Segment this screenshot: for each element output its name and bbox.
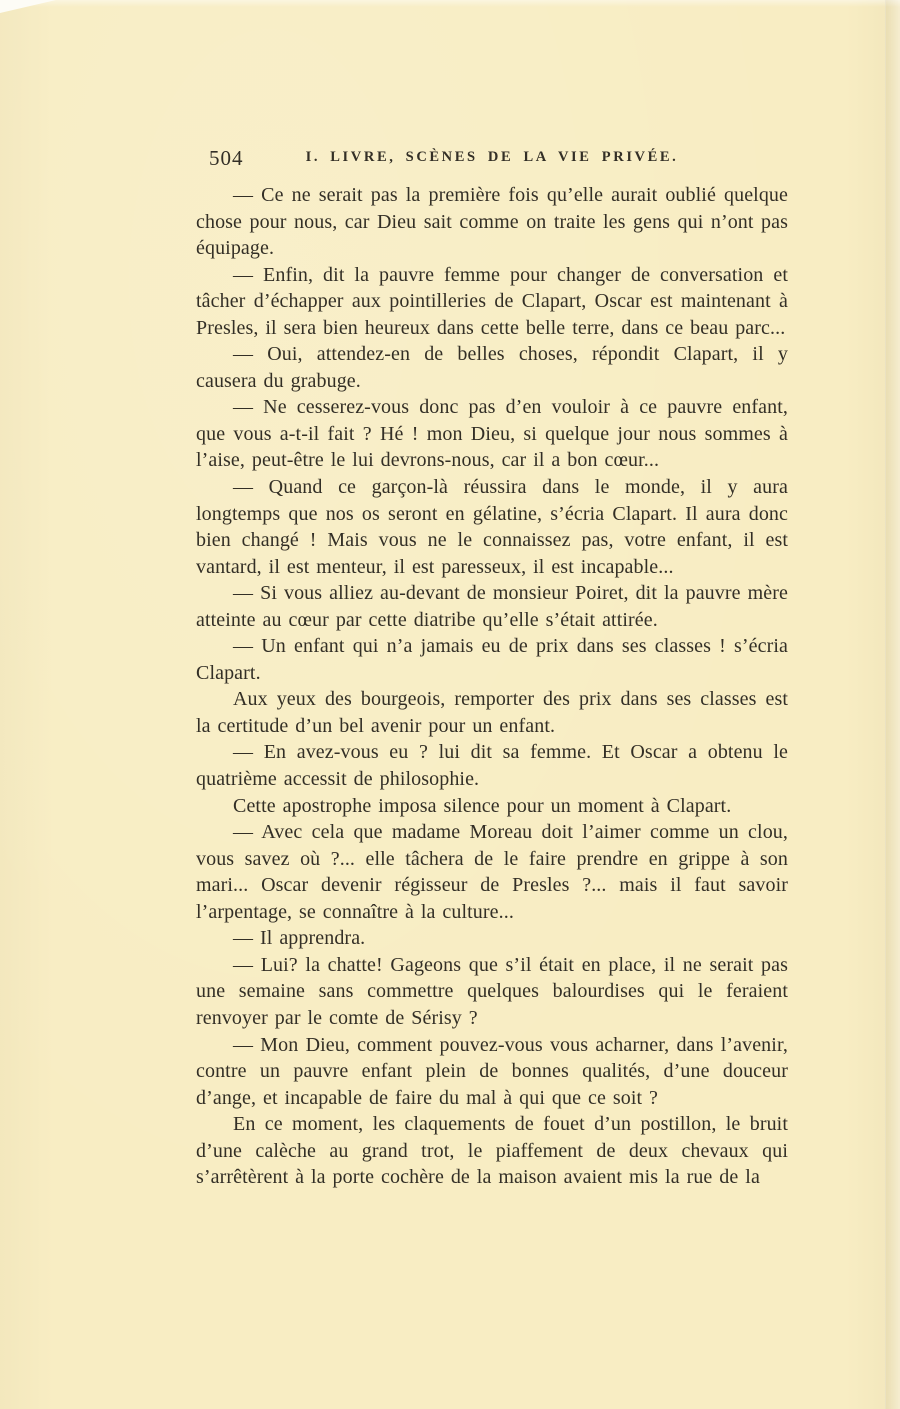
paragraph: — En avez-vous eu ? lui dit sa femme. Et Oscar a obtenu le quatrième accessit de philosophie.	[196, 741, 788, 791]
paragraph: — Si vous alliez au-devant de monsieur Poiret, dit la pauvre mère atteinte au cœur par cette diatribe qu’elle s’était attirée.	[196, 582, 788, 631]
paragraph: — Quand ce garçon-là réussira dans le monde, il y aura longtemps que nos os seront en gélatine, s’écria Clapart. Il aura donc bien changé ! Mais vous ne le connaissez pas, votre enfant, il est vantard, il est menteur, il est paresseux, il est incapable...	[196, 476, 788, 578]
paragraph: — Enfin, dit la pauvre femme pour changer de conversation et tâcher d’échapper aux pointilleries de Clapart, Oscar est maintenant à Presles, il sera bien heureux dans cette belle terre, dans ce beau parc...	[196, 263, 788, 339]
paragraph: — Lui? la chatte! Gageons que s’il était en place, il ne serait pas une semaine sans commettre quelques balourdises qui le feraient renvoyer par le comte de Sérisy ?	[196, 953, 788, 1029]
paragraph: En ce moment, les claquements de fouet d’un postillon, le bruit d’une calèche au grand trot, le piaffement de deux chevaux qui s’arrêtèrent à la porte cochère de la maison avaient mis la rue de la	[196, 1113, 788, 1189]
paragraph: — Mon Dieu, comment pouvez-vous vous acharner, dans l’avenir, contre un pauvre enfant plein de bonnes qualités, d’une douceur d’ange, et incapable de faire du mal à qui que ce soit ?	[196, 1033, 788, 1109]
page-top-edge	[0, 0, 900, 7]
running-head	[196, 146, 788, 170]
body-text	[196, 182, 788, 1191]
paragraph: Aux yeux des bourgeois, remporter des prix dans ses classes est la certitude d’un bel avenir pour un enfant.	[196, 688, 788, 737]
page-right-edge	[885, 0, 900, 1409]
text-block	[196, 146, 788, 1191]
paragraph: Cette apostrophe imposa silence pour un moment à Clapart.	[233, 794, 732, 817]
paragraph: — Ce ne serait pas la première fois qu’elle aurait oublié quelque chose pour nous, car Dieu sait comme on traite les gens qui n’ont pas équipage.	[196, 184, 788, 260]
paragraph: — Il apprendra.	[233, 927, 366, 950]
paragraph: — Oui, attendez-en de belles choses, répondit Clapart, il y causera du grabuge.	[196, 343, 788, 392]
page-number: 504	[209, 146, 244, 170]
paragraph: — Ne cesserez-vous donc pas d’en vouloir à ce pauvre enfant, que vous a-t-il fait ? Hé ! mon Dieu, si quelque jour nous sommes à l’aise, peut-être le lui devrons-nous, car il a bon cœur...	[196, 396, 788, 472]
paragraph: — Un enfant qui n’a jamais eu de prix dans ses classes ! s’écria Clapart.	[196, 635, 788, 684]
running-title: I. LIVRE, SCÈNES DE LA VIE PRIVÉE.	[305, 149, 679, 165]
paragraph: — Avec cela que madame Moreau doit l’aimer comme un clou, vous savez où ?... elle tâchera de le faire prendre en grippe à son mari... Oscar devenir régisseur de Presles ?... mais il faut savoir l’arpentage, se connaître à la culture...	[196, 821, 788, 923]
